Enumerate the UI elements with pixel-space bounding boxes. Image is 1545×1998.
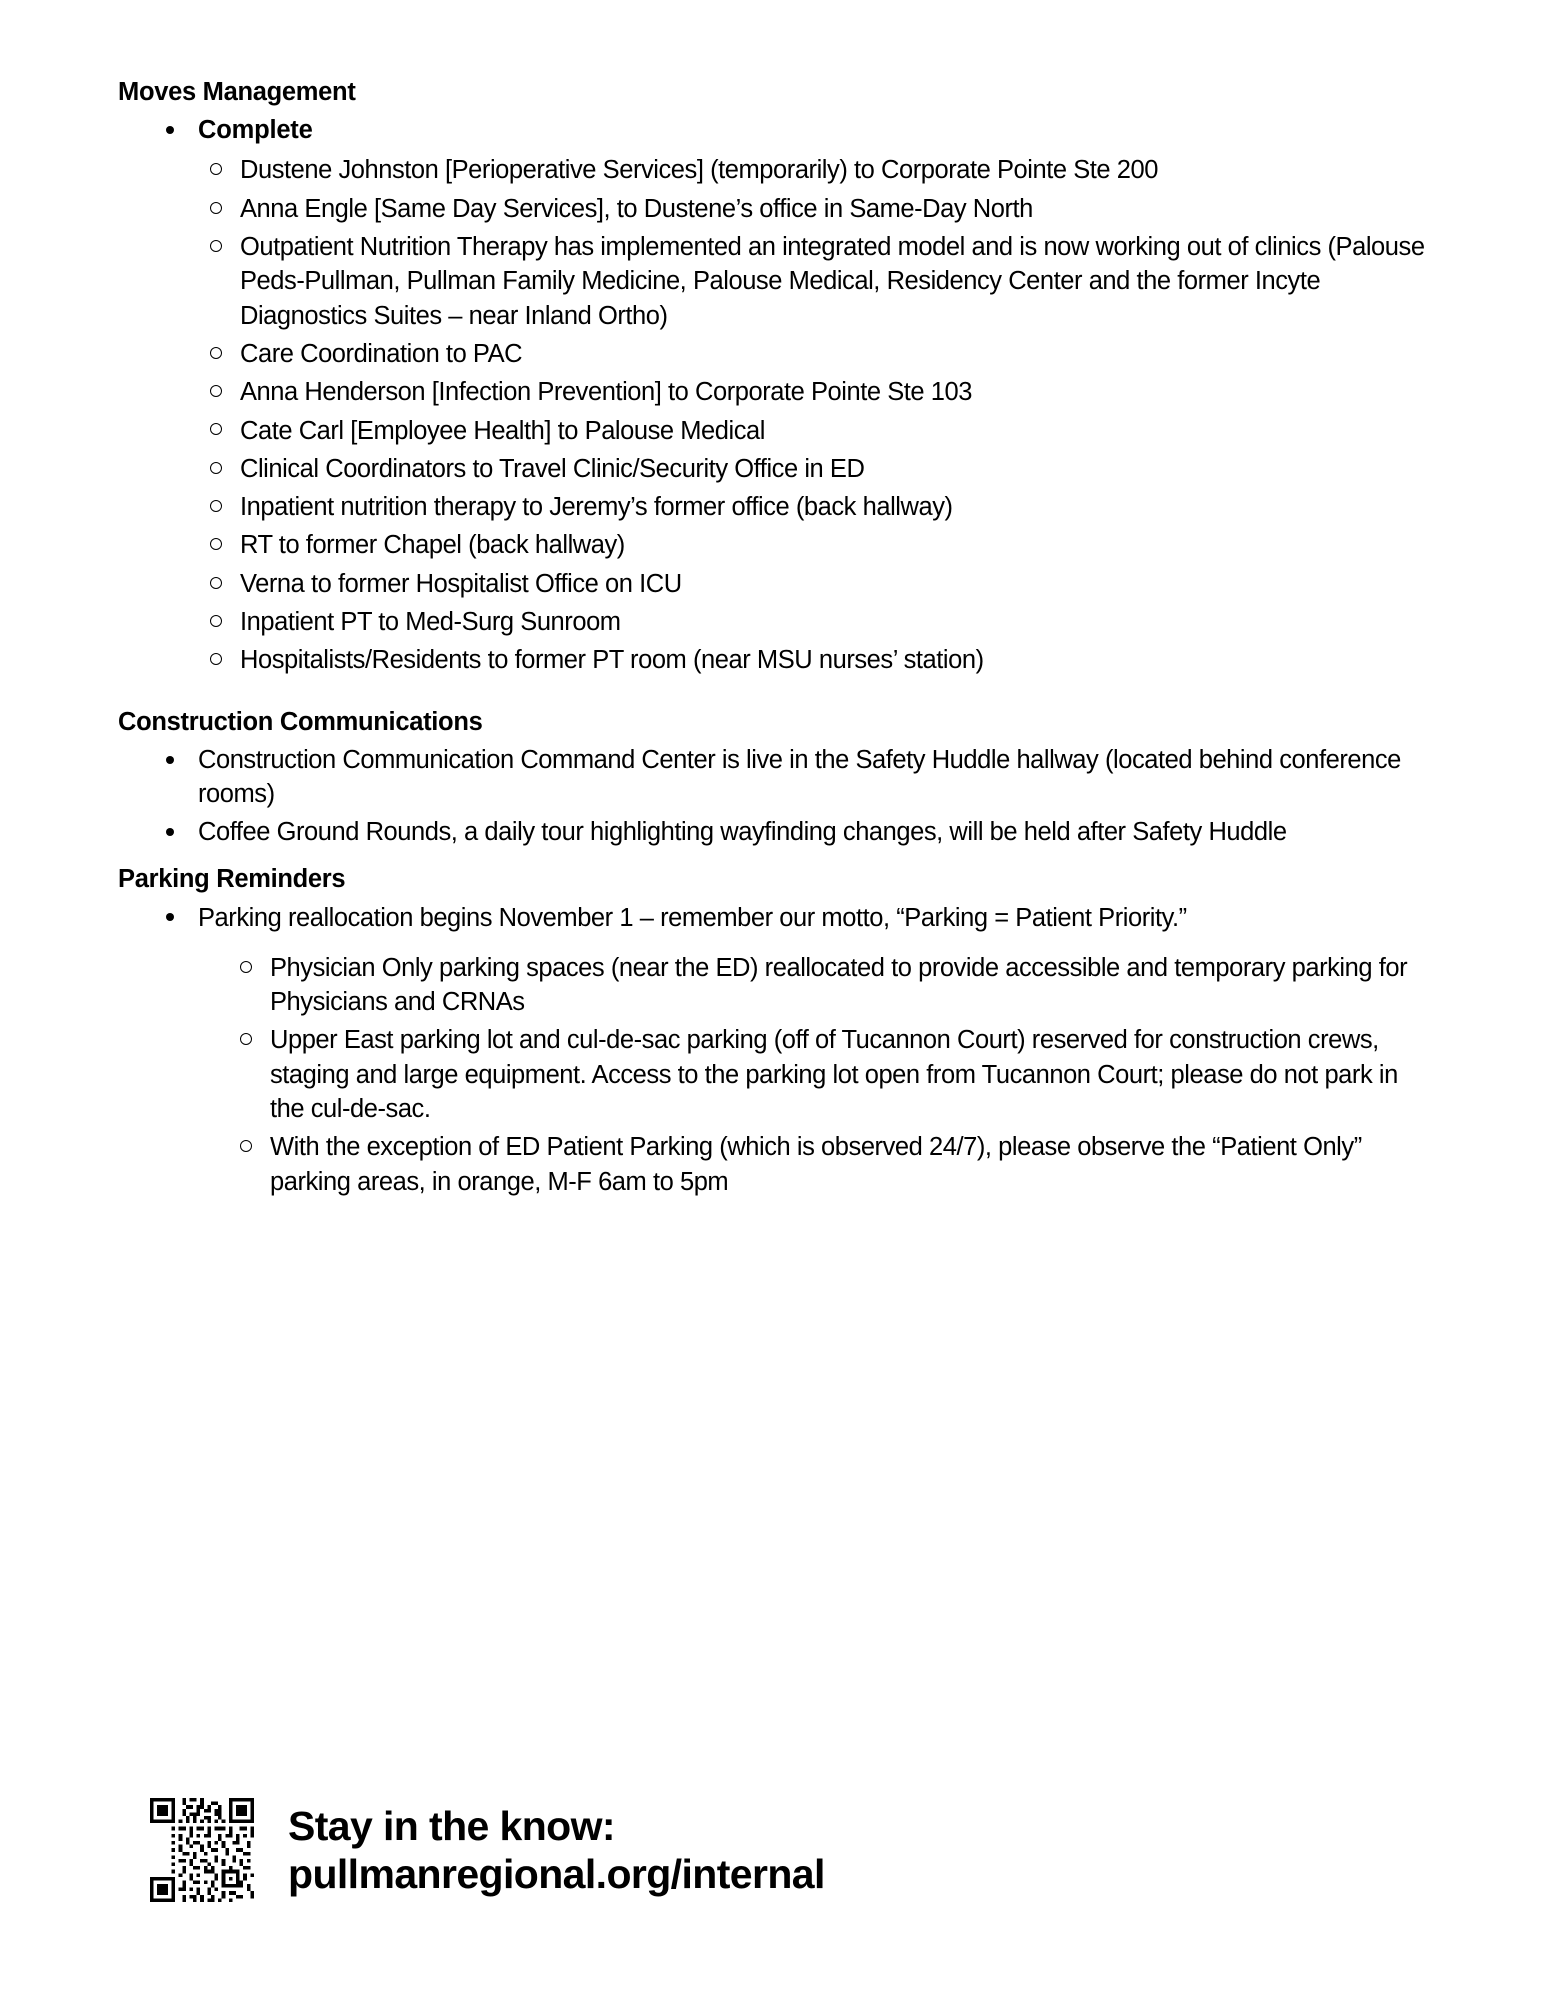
construction-communications-list xyxy=(118,743,1425,849)
bullet-circle-icon xyxy=(210,347,222,359)
section-heading-moves-management: Moves Management xyxy=(118,78,356,106)
bullet-disc-icon xyxy=(166,126,174,134)
parking-reminders-list xyxy=(118,901,1425,935)
list-item xyxy=(118,743,1425,811)
list-item-label: Inpatient nutrition therapy to Jeremy’s former office (back hallway) xyxy=(240,493,953,522)
bullet-circle-icon xyxy=(210,538,222,550)
list-item xyxy=(118,230,1425,333)
list-item-label: Dustene Johnston [Perioperative Services] (temporarily) to Corporate Pointe Ste 200 xyxy=(240,156,1158,185)
footer-line-2: pullmanregional.org/internal xyxy=(288,1851,825,1897)
list-item-label: Inpatient PT to Med-Surg Sunroom xyxy=(240,608,621,637)
list-item-label: Parking reallocation begins November 1 – remember our motto, “Parking = Patient Priority.” xyxy=(198,903,1187,932)
list-item xyxy=(118,815,1425,849)
list-item-complete xyxy=(118,113,1425,147)
spacer xyxy=(118,853,1425,865)
spacer xyxy=(118,939,1425,951)
bullet-circle-icon xyxy=(240,961,252,973)
list-item-label: Physician Only parking spaces (near the ED) reallocated to provide accessible and temporary parking for Physicians and CRNAs xyxy=(270,953,1408,1017)
list-item-label: Outpatient Nutrition Therapy has implemented an integrated model and is now working out of clinics (Palouse Peds-Pullman, Pullman Family Medicine, Palouse Medical, Residency Center and the former Incyte Diagnostics Suites – near Inland Ortho) xyxy=(240,233,1425,330)
list-item-label: Complete xyxy=(198,116,313,145)
bullet-circle-icon xyxy=(240,1140,252,1152)
list-item xyxy=(118,452,1425,486)
list-item-label: Upper East parking lot and cul-de-sac parking (off of Tucannon Court) reserved for construction crews, staging and large equipment. Access to the parking lot open from Tucannon Court; please do not park in the cul-de-sac. xyxy=(270,1026,1398,1124)
section-heading-construction-communications: Construction Communications xyxy=(118,707,483,736)
moves-management-list xyxy=(118,113,1425,147)
bullet-circle-icon xyxy=(210,202,222,214)
list-item xyxy=(118,901,1425,935)
bullet-circle-icon xyxy=(210,615,222,627)
bullet-disc-icon xyxy=(166,913,174,921)
footer-line-1: Stay in the know: xyxy=(288,1802,615,1849)
bullet-circle-icon xyxy=(210,163,222,175)
section-heading-parking-reminders: Parking Reminders xyxy=(118,865,346,894)
bullet-circle-icon xyxy=(210,462,222,474)
bullet-disc-icon xyxy=(166,756,174,764)
footer xyxy=(150,1798,825,1902)
list-item xyxy=(118,605,1425,639)
list-item-label: Cate Carl [Employee Health] to Palouse Medical xyxy=(240,416,765,445)
list-item xyxy=(118,414,1425,448)
list-item xyxy=(118,337,1425,371)
list-item-label: With the exception of ED Patient Parking (which is observed 24/7), please observe the “Patient Only” parking areas, in orange, M-F 6am to 5pm xyxy=(270,1133,1362,1196)
list-item xyxy=(118,567,1425,601)
bullet-circle-icon xyxy=(210,240,222,252)
bullet-circle-icon xyxy=(210,653,222,665)
list-item xyxy=(118,153,1425,187)
list-item xyxy=(118,643,1425,677)
list-item-label: Verna to former Hospitalist Office on ICU xyxy=(240,569,682,598)
list-item-label: Anna Henderson [Infection Prevention] to Corporate Pointe Ste 103 xyxy=(240,378,972,407)
list-item xyxy=(118,375,1425,409)
list-item-label: Coffee Ground Rounds, a daily tour highlighting wayfinding changes, will be held after Safety Huddle xyxy=(198,818,1287,847)
list-item xyxy=(118,490,1425,524)
bullet-circle-icon xyxy=(210,577,222,589)
list-item-label: Anna Engle [Same Day Services], to Dustene’s office in Same-Day North xyxy=(240,194,1033,223)
qr-code-icon xyxy=(150,1798,254,1902)
list-item-label: Construction Communication Command Center is live in the Safety Huddle hallway (located behind conference rooms) xyxy=(198,745,1401,809)
parking-reminders-sublist xyxy=(118,951,1425,1199)
bullet-circle-icon xyxy=(240,1033,252,1045)
bullet-circle-icon xyxy=(210,385,222,397)
moves-complete-sublist xyxy=(118,153,1425,677)
bullet-circle-icon xyxy=(210,423,222,435)
footer-text-block xyxy=(288,1802,825,1899)
bullet-circle-icon xyxy=(210,500,222,512)
parking-sublist-wrapper xyxy=(118,951,1425,1199)
list-item-label: Care Coordination to PAC xyxy=(240,339,523,368)
list-item xyxy=(118,1023,1425,1126)
bullet-disc-icon xyxy=(166,828,174,836)
spacer xyxy=(118,682,1425,708)
list-item-label: Clinical Coordinators to Travel Clinic/Security Office in ED xyxy=(240,454,865,483)
list-item-label: Hospitalists/Residents to former PT room (near MSU nurses’ station) xyxy=(240,646,984,675)
list-item xyxy=(118,528,1425,562)
list-item xyxy=(118,1130,1425,1199)
list-item xyxy=(118,951,1425,1020)
list-item-label: RT to former Chapel (back hallway) xyxy=(240,531,625,560)
list-item xyxy=(118,192,1425,226)
